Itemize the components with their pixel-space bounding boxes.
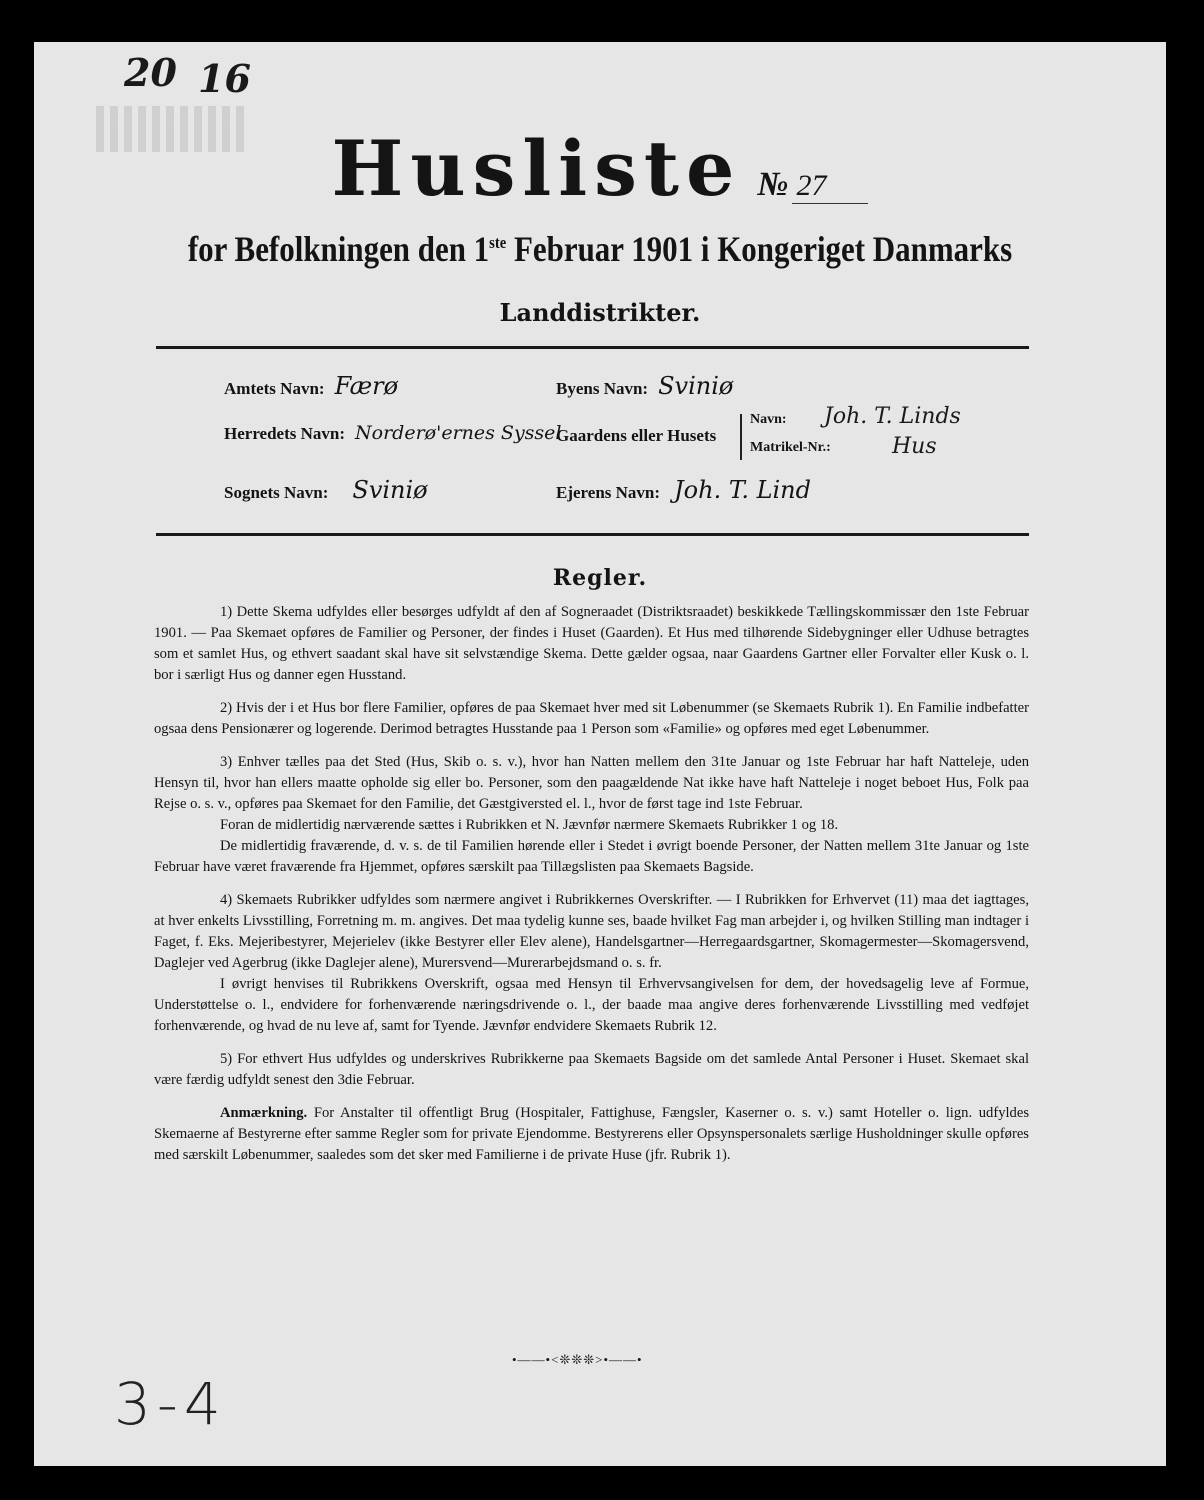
herred-value: Norderø'ernes Syssel bbox=[355, 422, 562, 444]
form-subtitle bbox=[113, 228, 1087, 270]
gaard-label: Gaardens eller Husets bbox=[556, 426, 717, 445]
rule-4b: I øvrigt henvises til Rubrikkens Overskrift, ogsaa med Hensyn til Erhvervsangivelsen for dem, der hovedsagelig leve af Formue, Understøttelse o. l., endvidere for forhenværende næringsdrivende o. l., der baade maa angive deres forhenværende Livsstilling med vedføjet forhenværende, og hvad de nu leve af, samt for Tyende. Jævnfør endvidere Skemaets Rubrik 12. bbox=[154, 976, 1029, 1034]
amt-value: Færø bbox=[334, 372, 399, 400]
navn-label: Navn: bbox=[750, 412, 787, 427]
rule-5: 5) For ethvert Hus udfyldes og underskrives Rubrikkerne paa Skemaets Bagside om det samlede Antal Personer i Huset. Skemaet skal være færdig udfyldt senest den 3die Februar. bbox=[154, 1051, 1029, 1088]
field-gaard bbox=[556, 426, 716, 446]
form-title: Husliste bbox=[331, 124, 742, 213]
field-herred bbox=[224, 422, 562, 444]
census-form-page bbox=[34, 42, 1166, 1466]
brace bbox=[740, 414, 742, 460]
number-sign: № bbox=[757, 166, 789, 203]
bottom-divider bbox=[156, 533, 1029, 536]
ornament-divider: •——•<❊❊❊>•——• bbox=[512, 1352, 643, 1367]
by-label: Byens Navn: bbox=[556, 379, 649, 398]
rule-2: 2) Hvis der i et Hus bor flere Familier, opføres de paa Skemaet hver med sit Løbenummer (se Skemaets Rubrik 1). En Familie indbefatter ogsaa dens Pensionærer og logerende. Derimod betragtes Husstande paa 1 Person som «Familie» og opføres med eget Løbenummer. bbox=[154, 700, 1029, 737]
by-value: Sviniø bbox=[658, 372, 734, 400]
sogn-value: Sviniø bbox=[352, 476, 428, 504]
subtitle-post: Februar 1901 i Kongeriget Danmarks bbox=[506, 229, 1013, 269]
rules-heading: Regler. bbox=[552, 565, 648, 591]
subtitle-sup: ste bbox=[489, 233, 507, 252]
note-text: For Anstalter til offentligt Brug (Hospitaler, Fattighuse, Fængsler, Kaserner o. s. v.) samt Hoteller o. lign. udfyldes Skemaerne af Bestyrerne efter samme Regler som for private Ejendomme. Bestyrerens eller Opsynspersonalets særlige Husholdninger skulle opføres med særskilt Løbenummer, saaledes som det sker med Familierne i de private Huse (jfr. Rubrik 1). bbox=[154, 1105, 1029, 1163]
ejer-value: Joh. T. Lind bbox=[674, 476, 812, 504]
amt-label: Amtets Navn: bbox=[224, 379, 325, 398]
ejer-label: Ejerens Navn: bbox=[556, 483, 661, 502]
rules-body bbox=[154, 602, 1029, 1178]
rule-4a: 4) Skemaets Rubrikker udfyldes som nærmere angivet i Rubrikkernes Overskrifter. — I Rubrikken for Erhvervet (11) maa det iagttages, at hver enkelts Livsstilling, Forretning m. m. angives. Det maa tydelig kunne ses, baade hvilket Fag man arbejder i, og hvilken Stilling man indtager i Faget, f. Eks. Mejeribestyrer, Mejerielev (ikke Bestyrer eller Elev alene), Handelsgartner—Herregaardsgartner, Skomagermester—Skomagersvend, Daglejer ved Agerbrug (ikke Daglejer alene), Murersvend—Murerarbejdsmand o. s. fr. bbox=[154, 892, 1029, 971]
top-divider bbox=[156, 346, 1029, 349]
matrikel-value: Hus bbox=[892, 434, 937, 459]
rule-1: 1) Dette Skema udfyldes eller besørges udfyldt af den af Sogneraadet (Distriktsraadet) beskikkede Tællingskommissær den 1ste Februar 1901. — Paa Skemaet opføres de Familier og Personer, der findes i Huset (Gaarden). Et Hus med tilhørende Sidebygninger eller Udhuse betragtes som et samlet Hus, og ethvert saadant skal have sit selvstændige Skema. Dette gælder ogsaa, naar Gaardens Gartner eller Forvalter eller Kusk o. l. bor i særligt Hus og danner egen Husstand. bbox=[154, 604, 1029, 683]
rule-3b: Foran de midlertidig nærværende sættes i Rubrikken et N. Jævnfør nærmere Skemaets Rubrikker 1 og 18. bbox=[220, 817, 839, 833]
list-number-value: 27 bbox=[792, 169, 868, 204]
rule-3c: De midlertidig fraværende, d. v. s. de til Familien hørende eller i Stedet i øvrigt boende Personer, der Natten mellem 31te Januar og 1ste Februar have været fraværende fra Hjemmet, opføres særskilt paa Tillægslisten paa Skemaets Bagside. bbox=[154, 838, 1029, 875]
handwritten-corner-number-a: 20 bbox=[124, 50, 177, 95]
field-by bbox=[556, 372, 733, 400]
district-heading: Landdistrikter. bbox=[499, 298, 701, 327]
handwritten-corner-number-b: 16 bbox=[198, 56, 251, 101]
rule-note bbox=[154, 1103, 1029, 1166]
field-ejer bbox=[556, 476, 811, 504]
title-row bbox=[34, 124, 1166, 213]
sogn-label: Sognets Navn: bbox=[224, 483, 329, 502]
matrikel-label: Matrikel-Nr.: bbox=[750, 440, 831, 455]
subtitle-pre: for Befolkningen den 1 bbox=[187, 229, 490, 269]
herred-label: Herredets Navn: bbox=[224, 424, 346, 443]
note-label: Anmærkning. bbox=[220, 1105, 308, 1121]
rule-3a: 3) Enhver tælles paa det Sted (Hus, Skib o. s. v.), hvor han Natten mellem den 31te Januar og 1ste Februar har haft Natteleje, uden Hensyn til, hvor han ellers maatte opholde sig eller bo. Personer, som den paagældende Nat ikke have haft Natteleje i noget beboet Hus, Folk paa Rejse o. s. v., opføres paa Skemaet for den Familie, det Gæstgiversted el. l., hvor de først tage ind 1ste Februar. bbox=[154, 754, 1029, 812]
field-sogn bbox=[224, 476, 428, 504]
navn-value: Joh. T. Linds bbox=[824, 404, 961, 429]
field-amt bbox=[224, 372, 398, 400]
handwritten-bottom-mark: 3-4 bbox=[114, 1370, 227, 1438]
